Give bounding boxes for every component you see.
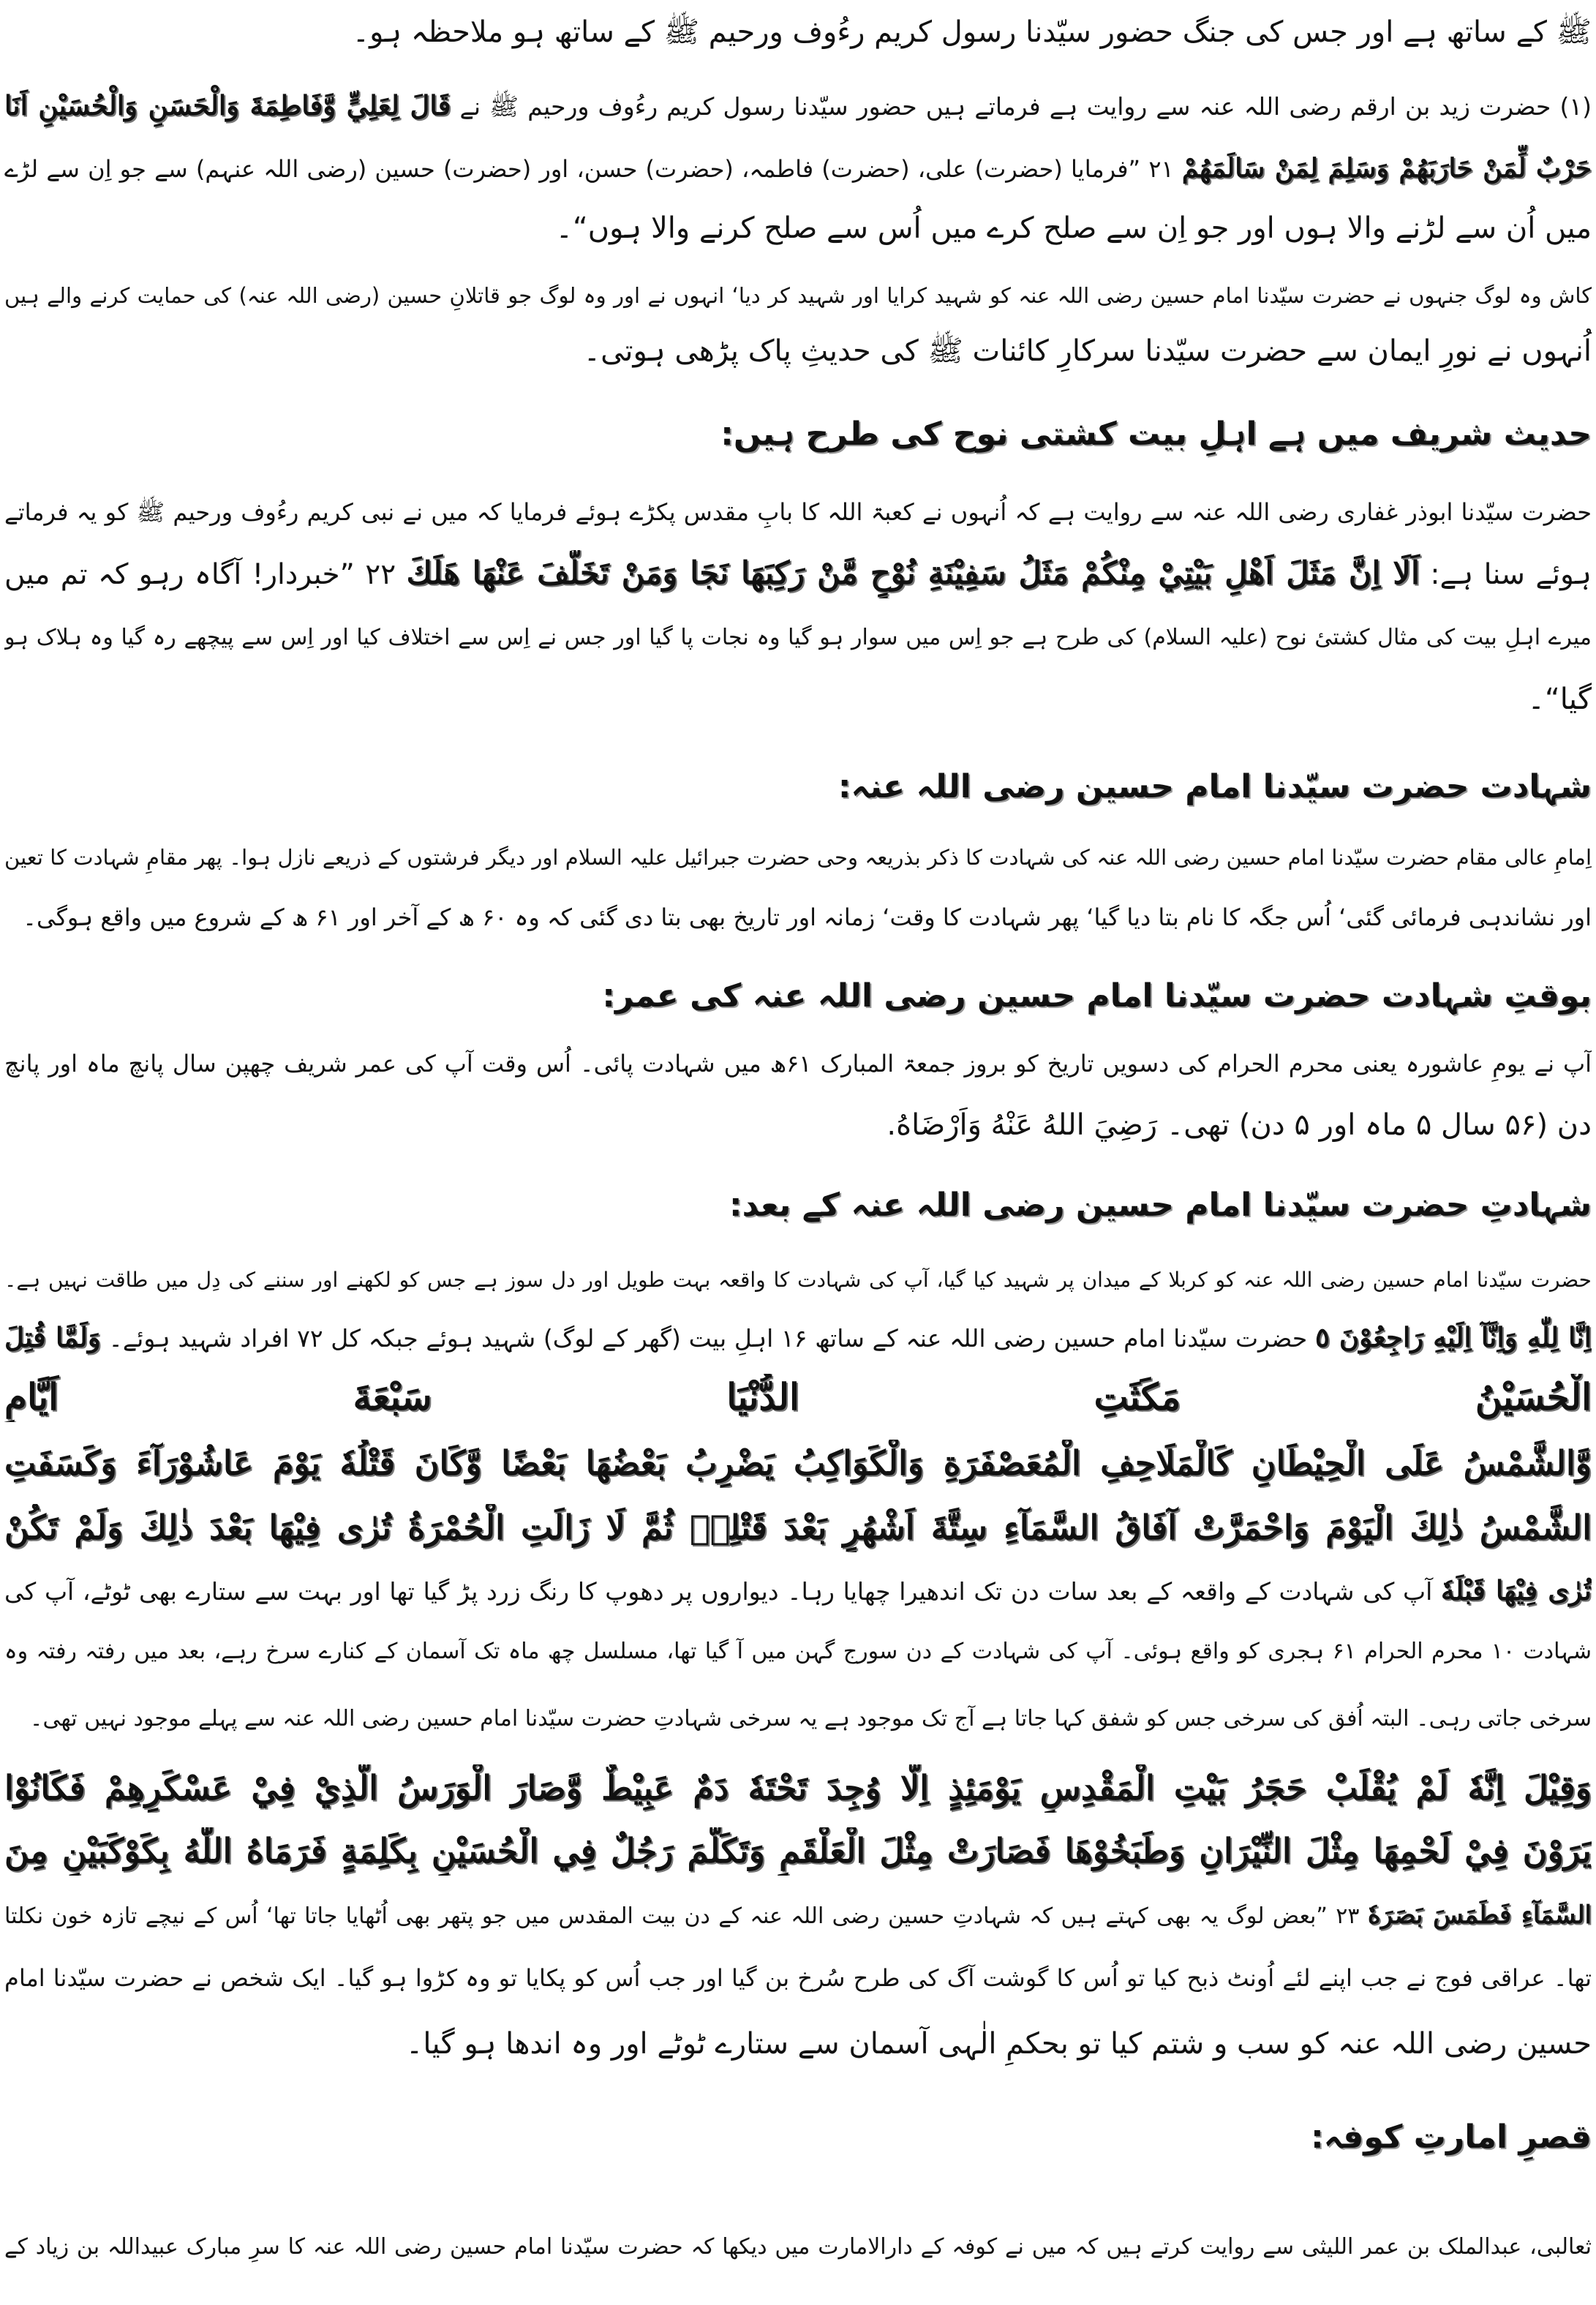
arabic-segment: وَلَمَّا قُتِلَ (4, 1321, 101, 1353)
text-line-31: حسین رضی اللہ عنہ کو سب و شتم کیا تو بحکمِ الٰہی آسمان سے ستارے ٹوٹے اور وہ اندھا ہو گیا۔ (405, 2027, 1592, 2061)
arabic-line-27: وَقِيْلَ اِنَّهٗ لَمْ يُقْلَبْ حَجَرُ بَيْتِ الْمَقْدِسِ يَوْمَئِذٍ اِلَّا وُجِدَ تَحْتَهٗ دَمٌ عَبِيْطٌ وَّصَارَ الْوَرَسُ الَّذِيْ فِيْ عَسْكَرِهِمْ فَكَانُوْا (4, 1768, 1592, 1808)
urdu-segment: ۲۳ ”بعض لوگ یہ بھی کہتے ہیں کہ شہادتِ حسین رضی اللہ عنہ کے دن بیت المقدس میں جو پتھر بھی اُٹھایا جاتا تھا‘ اُس کے نیچے تازہ خون نکلتا (4, 1903, 1360, 1929)
text-line-33: ثعالبی، عبدالملک بن عمر اللیثی سے روایت کرتے ہیں کہ میں نے کوفہ کے دارالامارت میں دیکھا کہ حضرت سیّدنا امام حسین رضی اللہ عنہ کا سرِ مبارک عبیداللہ بن زیاد کے (4, 2234, 1592, 2260)
section-heading-qasr-e-imarat: قصرِ امارتِ کوفہ: (1311, 2118, 1592, 2156)
text-line-17: دن (۵۶ سال ۵ ماہ اور ۵ دن) تھی۔ رَضِيَ اللهُ عَنْهُ وَاَرْضَاهُ. (887, 1108, 1592, 1142)
arabic-line-28: يَرَوْنَ فِيْ لَحْمِهَا مِثْلَ النِّيْرَانِ وَطَبَخُوْهَا فَصَارَتْ مِثْلَ الْعَلْقَمِ وَتَكَلَّمَ رَجُلٌ فِي الْحُسَيْنِ بِكَلِمَةٍ فَرَمَاهُ اللّٰهُ بِكَوْكَبَيْنِ مِنَ (4, 1831, 1592, 1870)
text-line-4: میں اُن سے لڑنے والا ہوں اور جو اِن سے صلح کرے میں اُس سے صلح کرنے والا ہوں“۔ (555, 211, 1592, 245)
section-heading-after-shahadat: شہادتِ حضرت سیّدنا امام حسین رضی اللہ عنہ کے بعد: (729, 1187, 1592, 1224)
section-heading-shahadat: شہادت حضرت سیّدنا امام حسین رضی اللہ عنہ: (837, 768, 1592, 805)
text-line-11: گیا“۔ (1527, 683, 1592, 716)
text-line-19: حضرت سیّدنا امام حسین رضی اللہ عنہ کو کربلا کے میدان پر شہید کیا گیا، آپ کی شہادت کا واقعہ بہت طویل اور دل سوز ہے جس کو لکھنے اور سننے کی دِل میں طاقت نہیں ہے۔ (4, 1268, 1592, 1292)
text-line-5: کاش وہ لوگ جنہوں نے حضرت سیّدنا امام حسین رضی اللہ عنہ کو شہید کرایا اور شہید کر دیا‘ انہوں نے اور وہ لوگ جو قاتلانِ حسین (رضی اللہ عنہ) کی حمایت کرنے والے ہیں (4, 283, 1592, 308)
text-line-3 (4, 145, 1592, 193)
text-line-1: ﷺ کے ساتھ ہے اور جس کی جنگ حضور سیّدنا رسول کریم رءُوف ورحیم ﷺ کے ساتھ ہو ملاحظہ ہو۔ (352, 15, 1592, 49)
arabic-hadith-segment: قَالَ لِعَلِيٍّ وَّفَاطِمَةَ وَالْحَسَنِ وَالْحُسَيْنِ اَنَا (4, 89, 451, 121)
text-line-24 (4, 1567, 1592, 1615)
arabic-segment: السَّمَآءِ فَطَمَسَ بَصَرَهٗ (1367, 1900, 1592, 1930)
urdu-segment: ۲۱ ”فرمایا (حضرت) علی، (حضرت) فاطمہ، (حضرت) حسن، اور (حضرت) حسین (رضی اللہ عنہم) سے جو اِن سے لڑے (4, 155, 1174, 183)
text-line-14: اور نشاندہی فرمائی گئی‘ اُس جگہ کا نام بتا دیا گیا‘ پھر شہادت کا وقت‘ زمانہ اور تاریخ بھی بتا دی گئی کہ وہ ۶۰ ھ کے آخر اور ۶۱ ھ کے شروع میں واقع ہوگی۔ (23, 903, 1592, 931)
urdu-segment: (۱) حضرت زید بن ارقم رضی اللہ عنہ سے روایت ہے فرماتے ہیں حضور سیّدنا رسول کریم رءُوف ورحیم ﷺ نے (459, 92, 1592, 121)
text-line-13: اِمامِ عالی مقام حضرت سیّدنا امام حسین رضی اللہ عنہ کی شہادت کا ذکر بذریعہ وحی حضرت جبرائیل علیہ السلام اور دیگر فرشتوں کے ذریعے نازل ہوا۔ پھر مقامِ شہادت کا تعین (4, 845, 1592, 870)
urdu-segment: حضرت سیّدنا امام حسین رضی اللہ عنہ کے ساتھ ۱۶ اہلِ بیت (گھر کے لوگ) شہید ہوئے جبکہ کل ۷۲ افراد شہید ہوئے۔ (108, 1324, 1308, 1353)
text-line-29 (4, 1892, 1592, 1940)
text-line-6: اُنہوں نے نورِ ایمان سے حضرت سیّدنا سرکارِ کائنات ﷺ کی حدیثِ پاک پڑھی ہوتی۔ (583, 334, 1592, 368)
arabic-hadith-segment: حَرْبٌ لِّمَنْ حَارَبَهُمْ وَسَلِمَ لِمَنْ سَالَمَهُمْ (1181, 153, 1592, 184)
urdu-segment: ہوئے سنا ہے: (1430, 558, 1592, 591)
urdu-segment: آپ کی شہادت کے واقعہ کے بعد سات دن تک اندھیرا چھایا رہا۔ دیواروں پر دھوپ کا رنگ زرد پڑ گیا تھا اور بہت سے ستارے بھی ٹوٹے، آپ کی (4, 1577, 1433, 1606)
section-heading-ahl-e-bait: حدیث شریف میں ہے اہلِ بیت کشتی نوح کی طرح ہیں: (720, 415, 1592, 453)
urdu-segment: ۲۲ ”خبردار! آگاہ رہو کہ تم میں (4, 558, 396, 591)
text-line-30: تھا۔ عراقی فوج نے جب اپنے لئے اُونٹ ذبح کیا تو اُس کا گوشت آگ کی طرح سُرخ بن گیا اور جب اُس کو پکایا تو وہ کڑوا ہو گیا۔ ایک شخص نے حضرت سیّدنا امام (4, 1964, 1592, 1992)
text-line-25: شہادت ۱۰ محرم الحرام ۶۱ ہجری کو واقع ہوئی۔ آپ کی شہادت کے دن سورج گہن میں آ گیا تھا، مسلسل چھ ماہ تک آسمان کے کنارے سرخ رہے، بعد میں رفتہ رفتہ وہ (4, 1639, 1592, 1664)
text-line-8: حضرت سیّدنا ابوذر غفاری رضی اللہ عنہ سے روایت ہے کہ اُنہوں نے کعبۃ اللہ کا بابِ مقدس پکڑے ہوئے فرمایا کہ میں نے نبی کریم رءُوف ورحیم ﷺ کو یہ فرماتے (4, 498, 1592, 526)
text-line-20 (4, 1314, 1592, 1362)
arabic-hadith-segment: اَلَا اِنَّ مَثَلَ اَهْلِ بَيْتِيْ مِنْكُمْ مَثَلُ سَفِيْنَةِ نُوْحٍ مَّنْ رَكِبَهَا نَجَا وَمَنْ تَخَلَّفَ عَنْهَا هَلَكَ (406, 555, 1420, 592)
text-line-9 (4, 550, 1592, 598)
text-line-10: میرے اہلِ بیت کی مثال کشتیٔ نوح (علیہ السلام) کی طرح ہے جو اِس میں سوار ہو گیا وہ نجات پا گیا اور جس نے اِس سے اختلاف کیا اور اِس سے پیچھے رہ گیا وہ ہلاک ہو (4, 625, 1592, 650)
section-heading-age: بوقتِ شہادت حضرت سیّدنا امام حسین رضی اللہ عنہ کی عمر: (602, 977, 1592, 1015)
text-line-26: سرخی جاتی رہی۔ البتہ اُفق کی سرخی جس کو شفق کہا جاتا ہے آج تک موجود ہے یہ سرخی شہادتِ حضرت سیّدنا امام حسین رضی اللہ عنہ سے پہلے موجود نہیں تھی۔ (29, 1706, 1592, 1731)
arabic-line-23: الشَّمْسُ ذٰلِكَ الْيَوْمَ وَاحْمَرَّتْ آفَاقُ السَّمَآءِ سِتَّةَ اَشْهُرٍ بَعْدَ قَتْلِهٖ ثُمَّ لَا زَالَتِ الْحُمْرَةُ تُرٰى فِيْهَا بَعْدَ ذٰلِكَ وَلَمْ تَكُنْ (4, 1508, 1592, 1547)
arabic-segment: تُرٰى فِيْهَا قَبْلَهٗ (1440, 1574, 1592, 1606)
text-line-2 (4, 82, 1592, 130)
text-line-16: آپ نے یومِ عاشورہ یعنی محرم الحرام کی دسویں تاریخ کو بروز جمعۃ المبارک ۶۱ھ میں شہادت پائی۔ اُس وقت آپ کی عمر شریف چھپن سال پانچ ماہ اور پانچ (4, 1050, 1592, 1078)
arabic-line-22: وَّالشَّمْسُ عَلَى الْحِيْطَانِ كَالْمَلَاحِفِ الْمُعَصْفَرَةِ وَالْكَوَاكِبُ يَضْرِبُ بَعْضُهَا بَعْضًا وَّكَانَ قَتْلُهٗ يَوْمَ عَاشُوْرَآءَ وَكَسَفَتِ (4, 1443, 1592, 1483)
arabic-verse-segment: اِنَّا لِلّٰهِ وَاِنَّآ اِلَيْهِ رَاجِعُوْنَ ٥ (1315, 1321, 1592, 1353)
arabic-line-21: الْحُسَيْنُ مَكَثَتِ الدُّنْيَا سَبْعَةَ اَيَّامٍ (4, 1375, 1592, 1418)
